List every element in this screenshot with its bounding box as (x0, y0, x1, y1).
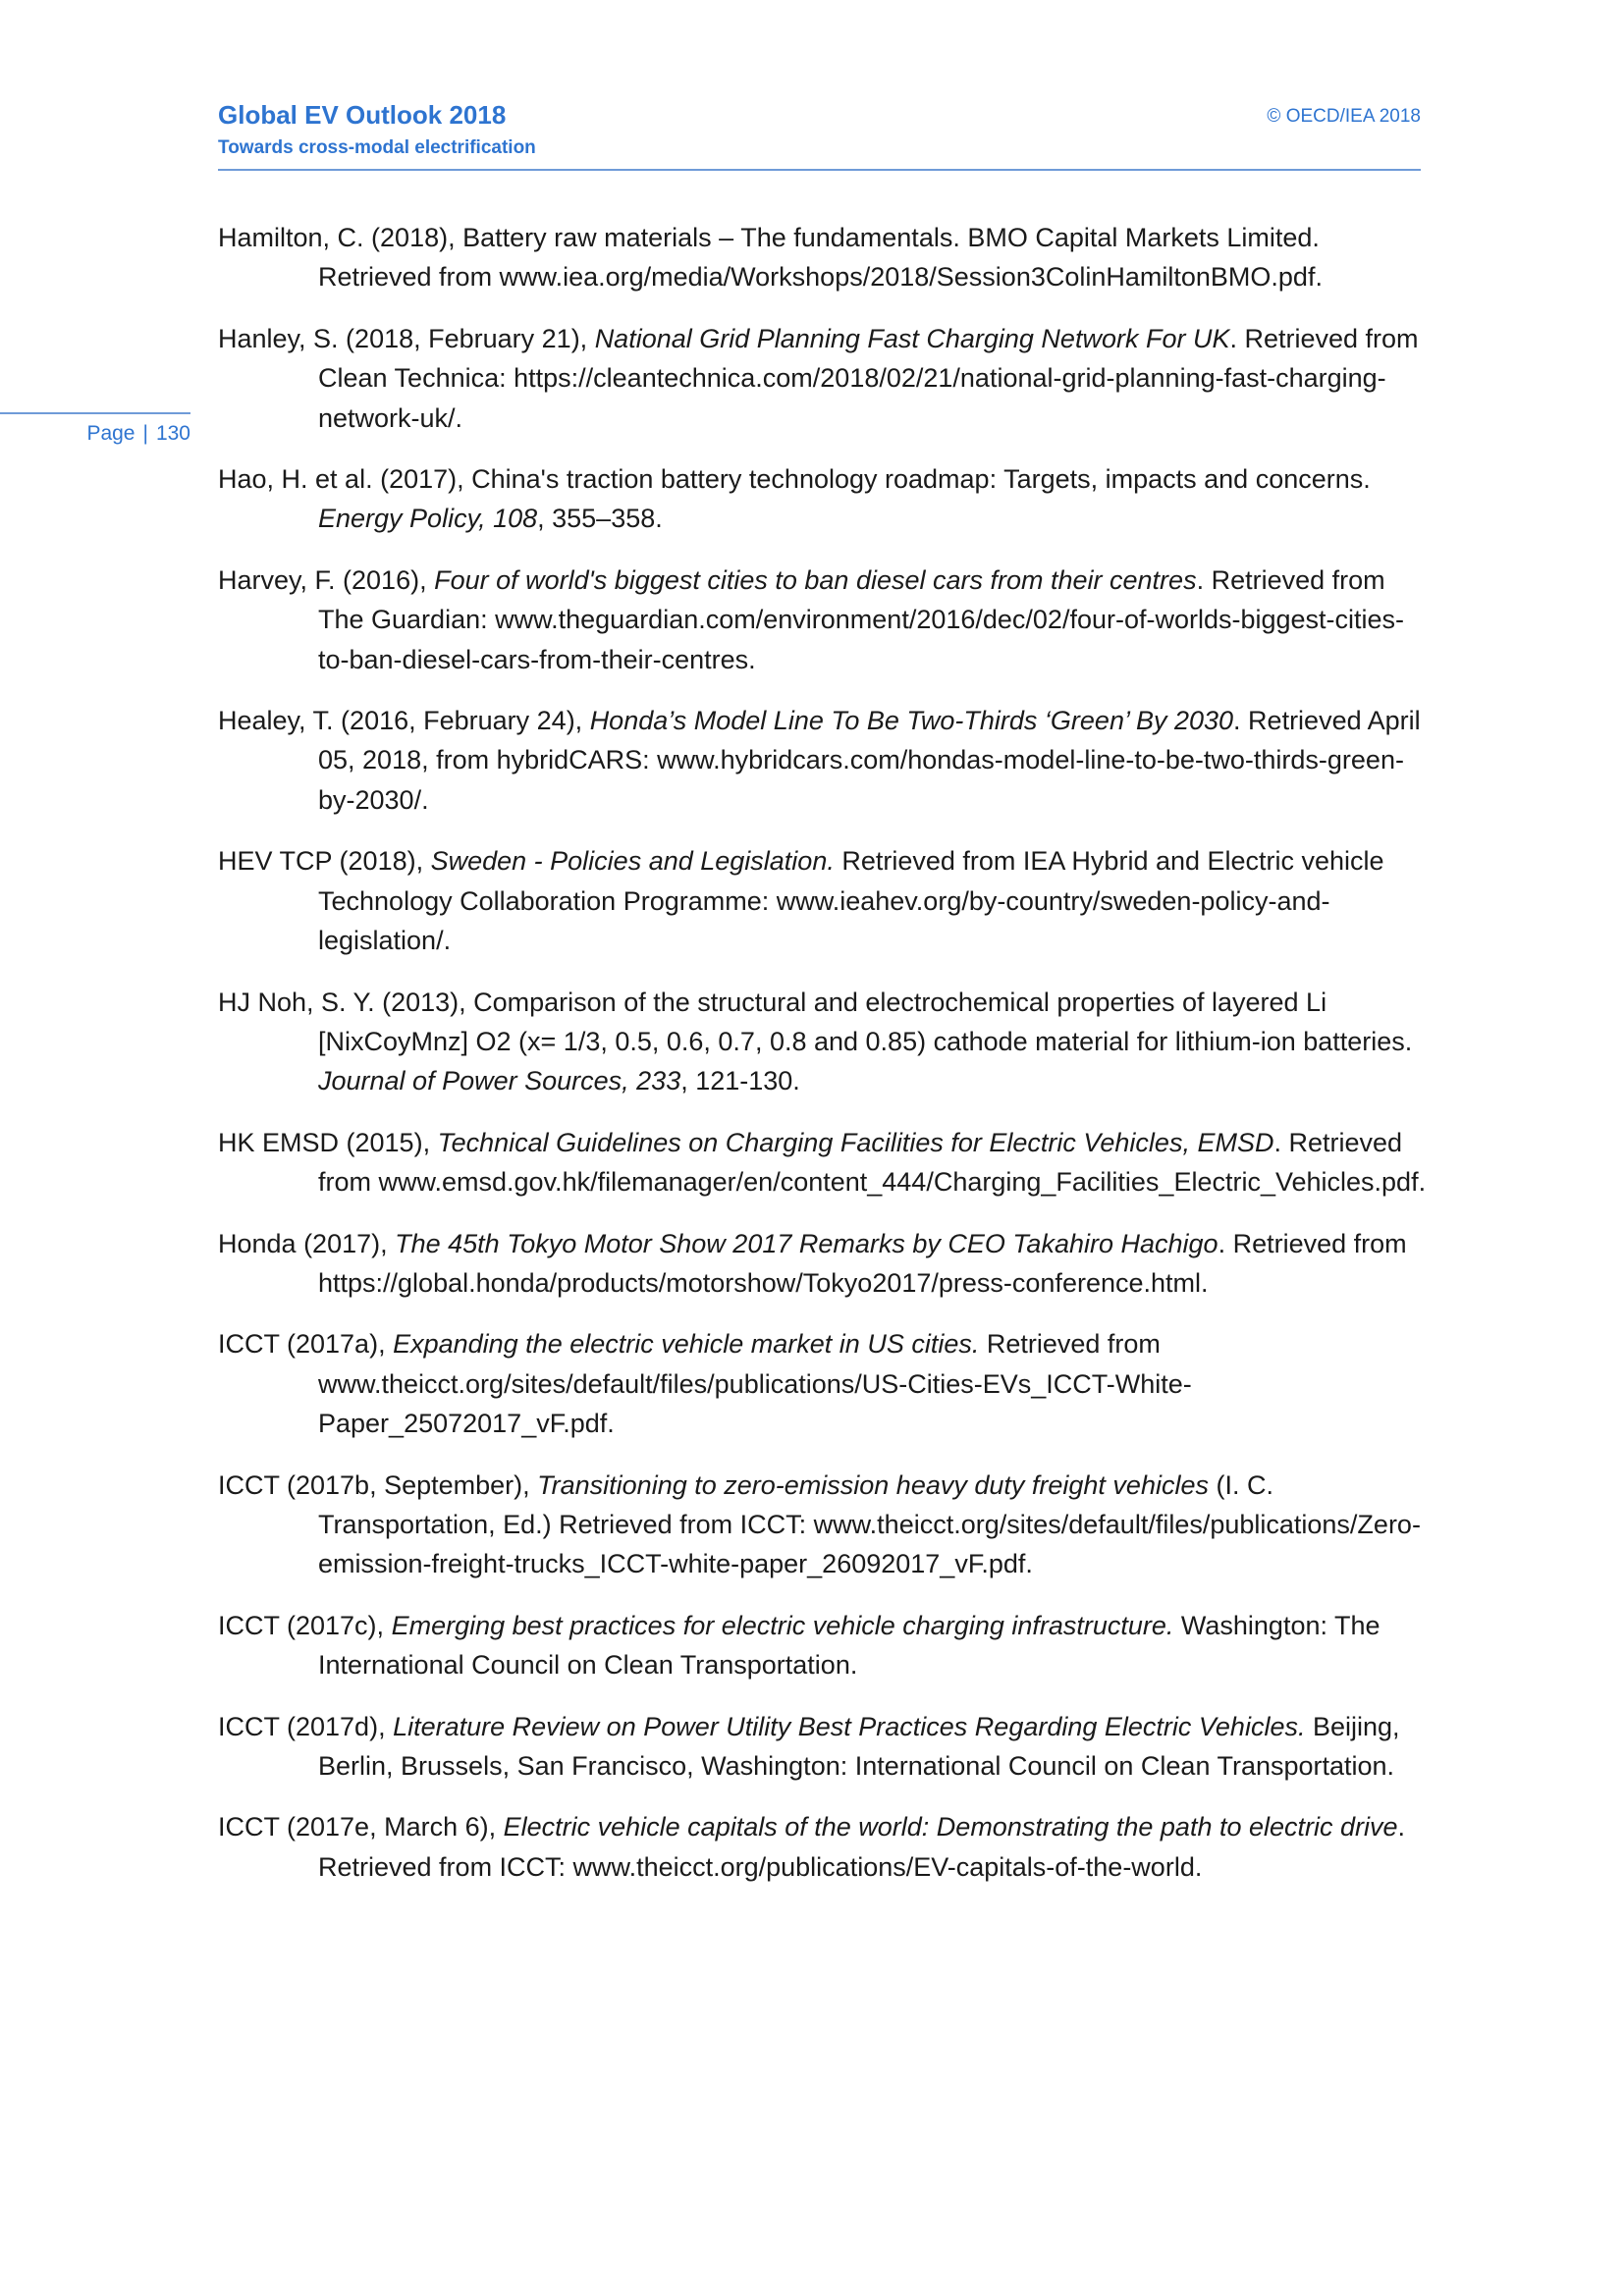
reference-text: Beijing, Berlin, Brussels, San Francisco, Washington: International Council on Clean Transportation. (318, 1711, 1400, 1781)
reference-entry (218, 459, 1428, 539)
document-title: Global EV Outlook 2018 (218, 100, 507, 130)
reference-list (218, 218, 1428, 1908)
reference-text: , 355–358. (537, 504, 663, 534)
reference-title: Electric vehicle capitals of the world: Demonstrating the path to electric drive (503, 1812, 1398, 1842)
reference-text: Washington: The International Council on Clean Transportation. (318, 1610, 1380, 1681)
reference-entry (218, 319, 1428, 438)
reference-title: Four of world's biggest cities to ban diesel cars from their centres (434, 564, 1197, 595)
reference-entry (218, 841, 1428, 960)
reference-entry (218, 1224, 1428, 1304)
reference-text: ICCT (2017d), (218, 1711, 394, 1741)
reference-title: Honda’s Model Line To Be Two-Thirds ‘Green’ By 2030 (589, 706, 1234, 736)
reference-text: ICCT (2017b, September), (218, 1469, 538, 1500)
reference-text: . Retrieved from https://global.honda/products/motorshow/Tokyo2017/press-conference.html. (318, 1228, 1407, 1298)
reference-text: ICCT (2017e, March 6), (218, 1812, 504, 1842)
reference-entry (218, 701, 1428, 820)
reference-title: Emerging best practices for electric vehicle charging infrastructure. (391, 1610, 1174, 1640)
reference-title: Energy Policy, 108 (318, 504, 538, 534)
reference-text: . Retrieved from Clean Technica: https://cleantechnica.com/2018/02/21/national-grid-planning-fast-charging-network-uk/. (318, 323, 1419, 433)
reference-title: Journal of Power Sources, 233 (318, 1066, 681, 1096)
reference-entry (218, 1606, 1428, 1685)
reference-text: Hanley, S. (2018, February 21), (218, 323, 595, 353)
reference-text: ICCT (2017c), (218, 1610, 392, 1640)
reference-text: Retrieved from www.theicct.org/sites/default/files/publications/US-Cities-EVs_ICCT-White-Paper_25072017_vF.pdf. (318, 1329, 1192, 1439)
reference-text: Healey, T. (2016, February 24), (218, 706, 590, 736)
reference-entry (218, 1807, 1428, 1887)
reference-text: Retrieved from IEA Hybrid and Electric vehicle Technology Collaboration Programme: www.ieahev.org/by-country/sweden-policy-and-legislation/. (318, 846, 1384, 956)
reference-title: Sweden - Policies and Legislation. (430, 846, 835, 877)
reference-title: National Grid Planning Fast Charging Network For UK (594, 323, 1230, 353)
page-header (218, 96, 1421, 171)
reference-entry (218, 1466, 1428, 1584)
reference-text: HK EMSD (2015), (218, 1127, 438, 1157)
reference-text: . Retrieved April 05, 2018, from hybridCARS: www.hybridcars.com/hondas-model-line-to-be-two-thirds-green-by-2030/. (318, 706, 1421, 815)
reference-text: HEV TCP (2018), (218, 846, 431, 877)
reference-entry (218, 983, 1428, 1101)
reference-title: Literature Review on Power Utility Best Practices Regarding Electric Vehicles. (393, 1711, 1306, 1741)
reference-text: . Retrieved from The Guardian: www.theguardian.com/environment/2016/dec/02/four-of-worlds-biggest-cities-to-ban-diesel-cars-from-their-centres. (318, 564, 1405, 674)
page-number-marker (0, 412, 190, 446)
reference-text: Hao, H. et al. (2017), China's traction battery technology roadmap: Targets, impacts and concerns. (218, 464, 1371, 495)
reference-text: . Retrieved from www.emsd.gov.hk/filemanager/en/content_444/Charging_Facilities_Electric_Vehicles.pdf. (318, 1127, 1427, 1198)
reference-text: Hamilton, C. (2018), Battery raw materials – The fundamentals. BMO Capital Markets Limited. Retrieved from www.iea.org/media/Workshops/2018/Session3ColinHamiltonBMO.pdf. (218, 223, 1323, 293)
reference-title: Technical Guidelines on Charging Facilities for Electric Vehicles, EMSD (437, 1127, 1274, 1157)
page-separator: | (142, 422, 148, 445)
reference-title: The 45th Tokyo Motor Show 2017 Remarks by CEO Takahiro Hachigo (395, 1228, 1218, 1258)
reference-text: ICCT (2017a), (218, 1329, 394, 1360)
reference-title: Transitioning to zero-emission heavy duty freight vehicles (537, 1469, 1209, 1500)
chapter-subtitle: Towards cross-modal electrification (218, 137, 536, 158)
reference-text: (I. C. Transportation, Ed.) Retrieved from ICCT: www.theicct.org/sites/default/files/publications/Zero-emission-freight-trucks_ICCT-white-paper_26092017_vF.pdf. (318, 1469, 1421, 1579)
reference-entry (218, 1123, 1428, 1202)
reference-entry (218, 561, 1428, 679)
reference-text: HJ Noh, S. Y. (2013), Comparison of the structural and electrochemical properties of layered Li [NixCoyMnz] O2 (x= 1/3, 0.5, 0.6, 0.7, 0.8 and 0.85) cathode material for lithium-ion batteries. (218, 987, 1413, 1056)
page-number: 130 (155, 422, 190, 445)
reference-text: , 121-130. (680, 1066, 800, 1096)
reference-entry (218, 1707, 1428, 1787)
reference-entry (218, 1324, 1428, 1443)
reference-title: Expanding the electric vehicle market in US cities. (393, 1329, 980, 1360)
reference-text: Honda (2017), (218, 1228, 396, 1258)
reference-entry (218, 218, 1428, 297)
reference-text: . Retrieved from ICCT: www.theicct.org/publications/EV-capitals-of-the-world. (318, 1812, 1406, 1882)
reference-text: Harvey, F. (2016), (218, 564, 435, 595)
copyright-notice: © OECD/IEA 2018 (1267, 106, 1421, 127)
page-label: Page (86, 422, 135, 445)
